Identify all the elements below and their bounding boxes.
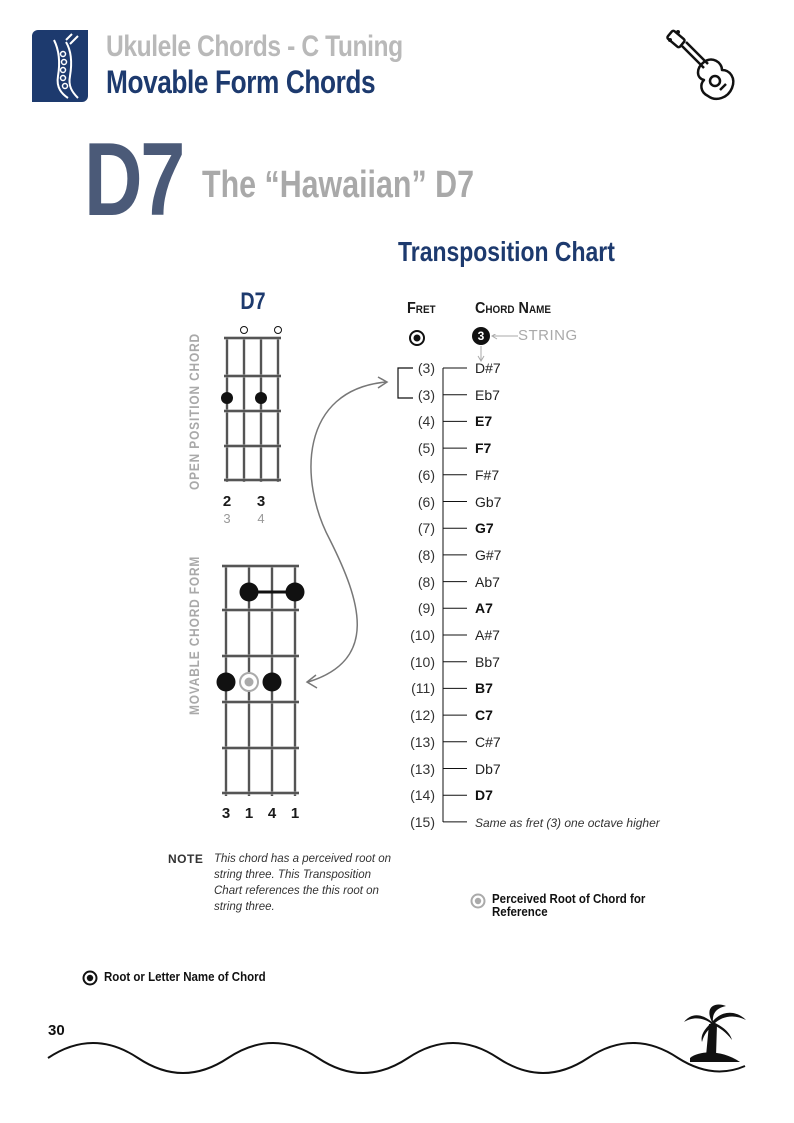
- finger-dot: [263, 673, 282, 692]
- chord-name-value: C7: [475, 707, 493, 724]
- note-label: NOTE: [168, 852, 204, 866]
- chord-name-value: E7: [475, 413, 493, 430]
- movable-finger-number: 1: [244, 805, 254, 822]
- chord-name-value: B7: [475, 680, 493, 697]
- string-number-badge: 3: [472, 327, 490, 345]
- palm-tree-icon: [684, 1005, 746, 1062]
- open-string-number: 3: [223, 511, 231, 526]
- chord-name-value: Ab7: [475, 573, 500, 590]
- fret-value: (11): [411, 680, 435, 697]
- chord-name-value: G7: [475, 520, 494, 537]
- open-chord-diagram: [215, 322, 295, 492]
- fret-column-header: Fret: [407, 300, 436, 317]
- movable-finger-number: 1: [290, 805, 300, 822]
- header-series-title: Ukulele Chords - C Tuning: [106, 30, 403, 63]
- ukulele-icon: [660, 26, 742, 106]
- octave-note: Same as fret (3) one octave higher: [475, 815, 660, 830]
- fret-value: (12): [410, 707, 435, 724]
- footer-wave-decoration: [0, 1000, 794, 1123]
- root-legend-icon: [82, 970, 98, 986]
- section-badge: [32, 30, 88, 102]
- chord-name-value: Bb7: [475, 653, 500, 670]
- open-string-marker: [241, 327, 248, 334]
- fret-value: (6): [417, 466, 435, 483]
- fret-value: (8): [417, 573, 435, 590]
- chord-name-value: Db7: [475, 760, 501, 777]
- chord-name-value: A#7: [475, 627, 500, 643]
- transposition-title: Transposition Chart: [398, 236, 615, 267]
- open-string-number: 4: [257, 511, 265, 526]
- fret-value: (14): [410, 787, 435, 804]
- note-text: This chord has a perceived root on string three. This Transposition Chart references the this root on string three.: [214, 853, 392, 913]
- chord-name-value: G#7: [475, 546, 502, 563]
- chord-name-value: Gb7: [475, 493, 502, 510]
- string-label: STRING: [518, 327, 578, 344]
- fret-value: (10): [410, 627, 435, 643]
- diagram-title: D7: [240, 288, 266, 315]
- fret-value: (15): [410, 813, 435, 830]
- fret-value: (9): [417, 600, 435, 617]
- root-legend: Root or Letter Name of Chord: [104, 970, 266, 984]
- chord-name-value: Eb7: [475, 386, 500, 403]
- fret-value: (4): [417, 413, 435, 430]
- fret-value: (13): [410, 760, 435, 777]
- chord-name-value: C#7: [475, 733, 501, 750]
- chord-name-value: F7: [475, 440, 492, 457]
- chord-name-value: A7: [475, 600, 493, 617]
- header-section-title: Movable Form Chords: [106, 64, 376, 100]
- chord-name-value: F#7: [475, 466, 500, 483]
- root-icon: [408, 329, 426, 347]
- fret-value: (6): [417, 493, 435, 510]
- open-string-marker: [275, 327, 282, 334]
- fret-value: (10): [410, 653, 435, 670]
- fret-value: (3): [417, 386, 435, 403]
- chord-name-value: D7: [475, 787, 493, 804]
- finger-dot: [217, 673, 236, 692]
- perceived-root-legend: Perceived Root of Chord for Reference: [492, 892, 646, 919]
- open-finger-number: 3: [256, 493, 266, 510]
- open-position-label: OPEN POSITION CHORD: [186, 333, 202, 490]
- page-number: 30: [48, 1022, 65, 1039]
- fret-value: (8): [417, 546, 435, 563]
- fret-value: (5): [417, 440, 435, 457]
- finger-dot: [240, 583, 259, 602]
- fret-value: (3): [417, 360, 435, 376]
- fret-value: (7): [417, 520, 435, 537]
- ukulele-neck-icon: [32, 30, 88, 102]
- chord-name-column-header: Chord Name: [475, 300, 551, 317]
- movable-finger-number: 4: [267, 805, 277, 822]
- perceived-root-icon: [470, 893, 486, 909]
- chord-name: D7: [84, 122, 184, 238]
- fret-value: (13): [410, 733, 435, 750]
- chord-name-value: D#7: [475, 360, 501, 376]
- finger-dot: [221, 392, 233, 404]
- finger-dot: [255, 392, 267, 404]
- transposition-chart-lines: [395, 360, 475, 830]
- chord-subtitle: The “Hawaiian” D7: [202, 164, 474, 206]
- movable-form-label: MOVABLE CHORD FORM: [186, 555, 202, 715]
- open-finger-number: 2: [222, 493, 232, 510]
- movable-finger-number: 3: [221, 805, 231, 822]
